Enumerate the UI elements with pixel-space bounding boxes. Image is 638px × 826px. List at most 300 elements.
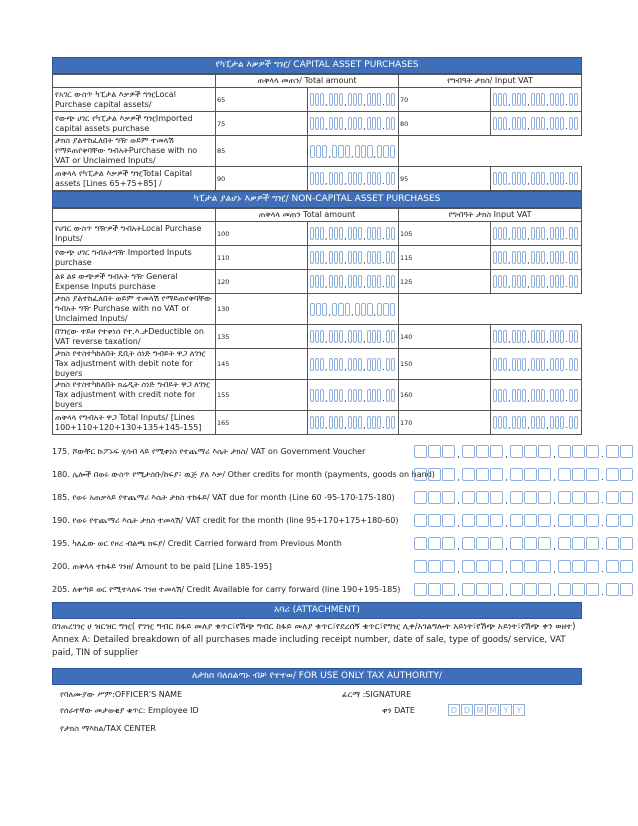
digit-box[interactable] — [555, 389, 559, 402]
digit-box[interactable] — [522, 117, 526, 130]
digit-box[interactable] — [531, 251, 535, 264]
digit-box[interactable] — [522, 227, 526, 240]
digit-box[interactable] — [517, 416, 521, 429]
digit-box[interactable] — [338, 303, 343, 316]
digit-box[interactable] — [493, 117, 497, 130]
digit-box[interactable] — [315, 389, 319, 402]
date-digit-box[interactable]: Y — [500, 704, 512, 716]
amount-digit-boxes[interactable] — [310, 171, 397, 186]
digit-box[interactable] — [620, 583, 633, 596]
digit-box[interactable] — [428, 583, 441, 596]
digit-box[interactable] — [353, 117, 357, 130]
digit-box[interactable] — [574, 227, 578, 240]
digit-box[interactable] — [367, 389, 371, 402]
digit-box[interactable] — [414, 468, 427, 481]
digit-box[interactable] — [329, 358, 333, 371]
digit-box[interactable] — [490, 491, 503, 504]
digit-box[interactable] — [339, 389, 343, 402]
digit-box[interactable] — [536, 117, 540, 130]
digit-box[interactable] — [414, 445, 427, 458]
digit-box[interactable] — [358, 275, 362, 288]
digit-box[interactable] — [541, 93, 545, 106]
digit-box[interactable] — [329, 251, 333, 264]
digit-box[interactable] — [531, 330, 535, 343]
digit-box[interactable] — [572, 537, 585, 550]
digit-box[interactable] — [442, 445, 455, 458]
digit-box[interactable] — [315, 275, 319, 288]
digit-box[interactable] — [503, 227, 507, 240]
digit-box[interactable] — [367, 145, 372, 158]
digit-box[interactable] — [339, 416, 343, 429]
digit-box[interactable] — [348, 358, 352, 371]
digit-box[interactable] — [490, 445, 503, 458]
digit-box[interactable] — [377, 172, 381, 185]
digit-box[interactable] — [522, 330, 526, 343]
digit-box[interactable] — [391, 330, 395, 343]
digit-box[interactable] — [569, 227, 573, 240]
digit-box[interactable] — [334, 358, 338, 371]
digit-box[interactable] — [329, 389, 333, 402]
digit-box[interactable] — [510, 537, 523, 550]
digit-box[interactable] — [498, 227, 502, 240]
digit-box[interactable] — [462, 583, 475, 596]
digit-box[interactable] — [490, 514, 503, 527]
digit-box[interactable] — [322, 303, 327, 316]
digit-box[interactable] — [569, 330, 573, 343]
date-digit-box[interactable]: Y — [513, 704, 525, 716]
digit-box[interactable] — [586, 537, 599, 550]
digit-box[interactable] — [377, 227, 381, 240]
digit-box[interactable] — [320, 358, 324, 371]
digit-box[interactable] — [322, 145, 327, 158]
digit-box[interactable] — [348, 227, 352, 240]
amount-digit-boxes[interactable] — [414, 444, 634, 459]
digit-box[interactable] — [476, 468, 489, 481]
amount-digit-boxes[interactable] — [493, 226, 580, 241]
digit-box[interactable] — [541, 389, 545, 402]
digit-box[interactable] — [367, 227, 371, 240]
digit-box[interactable] — [334, 172, 338, 185]
digit-box[interactable] — [517, 93, 521, 106]
digit-box[interactable] — [569, 275, 573, 288]
digit-box[interactable] — [315, 330, 319, 343]
digit-box[interactable] — [560, 275, 564, 288]
digit-box[interactable] — [510, 491, 523, 504]
digit-box[interactable] — [503, 389, 507, 402]
digit-box[interactable] — [442, 468, 455, 481]
digit-box[interactable] — [339, 330, 343, 343]
digit-box[interactable] — [355, 145, 360, 158]
digit-box[interactable] — [476, 537, 489, 550]
amount-digit-boxes[interactable] — [414, 513, 634, 528]
digit-box[interactable] — [517, 117, 521, 130]
digit-box[interactable] — [372, 416, 376, 429]
digit-box[interactable] — [334, 330, 338, 343]
digit-box[interactable] — [334, 117, 338, 130]
digit-box[interactable] — [569, 117, 573, 130]
digit-box[interactable] — [558, 537, 571, 550]
digit-box[interactable] — [315, 227, 319, 240]
digit-box[interactable] — [541, 358, 545, 371]
digit-box[interactable] — [517, 275, 521, 288]
digit-box[interactable] — [348, 416, 352, 429]
digit-box[interactable] — [550, 275, 554, 288]
digit-box[interactable] — [517, 358, 521, 371]
digit-box[interactable] — [522, 93, 526, 106]
digit-box[interactable] — [386, 358, 390, 371]
digit-box[interactable] — [555, 358, 559, 371]
digit-box[interactable] — [606, 514, 619, 527]
digit-box[interactable] — [503, 93, 507, 106]
digit-box[interactable] — [353, 416, 357, 429]
digit-box[interactable] — [414, 491, 427, 504]
digit-box[interactable] — [541, 330, 545, 343]
digit-box[interactable] — [320, 416, 324, 429]
digit-box[interactable] — [550, 93, 554, 106]
digit-box[interactable] — [620, 445, 633, 458]
digit-box[interactable] — [550, 416, 554, 429]
digit-box[interactable] — [428, 560, 441, 573]
digit-box[interactable] — [522, 275, 526, 288]
digit-box[interactable] — [606, 468, 619, 481]
digit-box[interactable] — [541, 416, 545, 429]
amount-digit-boxes[interactable] — [493, 92, 580, 107]
digit-box[interactable] — [367, 93, 371, 106]
digit-box[interactable] — [442, 560, 455, 573]
digit-box[interactable] — [555, 330, 559, 343]
digit-box[interactable] — [414, 583, 427, 596]
digit-box[interactable] — [503, 416, 507, 429]
digit-box[interactable] — [550, 117, 554, 130]
digit-box[interactable] — [555, 416, 559, 429]
digit-box[interactable] — [367, 172, 371, 185]
digit-box[interactable] — [310, 227, 314, 240]
digit-box[interactable] — [310, 303, 315, 316]
digit-box[interactable] — [531, 358, 535, 371]
digit-box[interactable] — [462, 468, 475, 481]
digit-box[interactable] — [310, 330, 314, 343]
digit-box[interactable] — [339, 275, 343, 288]
digit-box[interactable] — [531, 117, 535, 130]
digit-box[interactable] — [353, 93, 357, 106]
digit-box[interactable] — [536, 416, 540, 429]
digit-box[interactable] — [414, 514, 427, 527]
digit-box[interactable] — [320, 389, 324, 402]
digit-box[interactable] — [620, 560, 633, 573]
digit-box[interactable] — [391, 93, 395, 106]
digit-box[interactable] — [541, 251, 545, 264]
digit-box[interactable] — [358, 93, 362, 106]
digit-box[interactable] — [569, 389, 573, 402]
digit-box[interactable] — [377, 303, 382, 316]
digit-box[interactable] — [574, 251, 578, 264]
digit-box[interactable] — [329, 117, 333, 130]
amount-digit-boxes[interactable] — [493, 415, 580, 430]
digit-box[interactable] — [348, 275, 352, 288]
digit-box[interactable] — [372, 251, 376, 264]
digit-box[interactable] — [538, 445, 551, 458]
digit-box[interactable] — [386, 416, 390, 429]
digit-box[interactable] — [348, 330, 352, 343]
digit-box[interactable] — [574, 389, 578, 402]
digit-box[interactable] — [558, 491, 571, 504]
digit-box[interactable] — [510, 445, 523, 458]
digit-box[interactable] — [498, 172, 502, 185]
digit-box[interactable] — [358, 117, 362, 130]
digit-box[interactable] — [522, 389, 526, 402]
digit-box[interactable] — [329, 227, 333, 240]
digit-box[interactable] — [558, 468, 571, 481]
amount-digit-boxes[interactable] — [310, 250, 397, 265]
digit-box[interactable] — [320, 93, 324, 106]
amount-digit-boxes[interactable] — [310, 302, 397, 317]
digit-box[interactable] — [524, 514, 537, 527]
digit-box[interactable] — [569, 416, 573, 429]
digit-box[interactable] — [550, 389, 554, 402]
digit-box[interactable] — [320, 117, 324, 130]
digit-box[interactable] — [310, 172, 314, 185]
digit-box[interactable] — [555, 93, 559, 106]
digit-box[interactable] — [560, 416, 564, 429]
amount-digit-boxes[interactable] — [414, 582, 634, 597]
digit-box[interactable] — [493, 416, 497, 429]
digit-box[interactable] — [538, 468, 551, 481]
digit-box[interactable] — [476, 514, 489, 527]
digit-box[interactable] — [503, 330, 507, 343]
digit-box[interactable] — [358, 227, 362, 240]
amount-digit-boxes[interactable] — [493, 250, 580, 265]
digit-box[interactable] — [353, 227, 357, 240]
digit-box[interactable] — [512, 389, 516, 402]
digit-box[interactable] — [391, 227, 395, 240]
digit-box[interactable] — [493, 358, 497, 371]
digit-box[interactable] — [372, 358, 376, 371]
digit-box[interactable] — [569, 358, 573, 371]
digit-box[interactable] — [512, 172, 516, 185]
digit-box[interactable] — [503, 275, 507, 288]
amount-digit-boxes[interactable] — [414, 490, 634, 505]
digit-box[interactable] — [353, 275, 357, 288]
digit-box[interactable] — [442, 491, 455, 504]
digit-box[interactable] — [462, 537, 475, 550]
digit-box[interactable] — [555, 227, 559, 240]
digit-box[interactable] — [531, 227, 535, 240]
digit-box[interactable] — [606, 583, 619, 596]
amount-digit-boxes[interactable] — [493, 329, 580, 344]
digit-box[interactable] — [620, 514, 633, 527]
digit-box[interactable] — [329, 416, 333, 429]
digit-box[interactable] — [550, 251, 554, 264]
digit-box[interactable] — [372, 389, 376, 402]
digit-box[interactable] — [524, 445, 537, 458]
digit-box[interactable] — [512, 251, 516, 264]
digit-box[interactable] — [555, 251, 559, 264]
digit-box[interactable] — [334, 93, 338, 106]
digit-box[interactable] — [498, 389, 502, 402]
digit-box[interactable] — [315, 251, 319, 264]
digit-box[interactable] — [462, 560, 475, 573]
digit-box[interactable] — [358, 389, 362, 402]
digit-box[interactable] — [339, 358, 343, 371]
digit-box[interactable] — [383, 303, 388, 316]
digit-box[interactable] — [572, 491, 585, 504]
digit-box[interactable] — [372, 330, 376, 343]
digit-box[interactable] — [377, 251, 381, 264]
digit-box[interactable] — [531, 172, 535, 185]
digit-box[interactable] — [476, 583, 489, 596]
digit-box[interactable] — [353, 358, 357, 371]
digit-box[interactable] — [538, 583, 551, 596]
digit-box[interactable] — [320, 172, 324, 185]
digit-box[interactable] — [512, 93, 516, 106]
digit-box[interactable] — [442, 583, 455, 596]
digit-box[interactable] — [377, 389, 381, 402]
digit-box[interactable] — [550, 172, 554, 185]
digit-box[interactable] — [522, 358, 526, 371]
digit-box[interactable] — [555, 275, 559, 288]
digit-box[interactable] — [498, 117, 502, 130]
digit-box[interactable] — [510, 514, 523, 527]
digit-box[interactable] — [320, 227, 324, 240]
digit-box[interactable] — [428, 537, 441, 550]
digit-box[interactable] — [574, 93, 578, 106]
digit-box[interactable] — [569, 93, 573, 106]
date-digit-box[interactable]: D — [461, 704, 473, 716]
digit-box[interactable] — [391, 389, 395, 402]
digit-box[interactable] — [386, 227, 390, 240]
digit-box[interactable] — [558, 560, 571, 573]
amount-digit-boxes[interactable] — [310, 144, 397, 159]
digit-box[interactable] — [372, 275, 376, 288]
digit-box[interactable] — [428, 491, 441, 504]
digit-box[interactable] — [574, 117, 578, 130]
amount-digit-boxes[interactable] — [414, 467, 634, 482]
digit-box[interactable] — [358, 330, 362, 343]
digit-box[interactable] — [606, 537, 619, 550]
digit-box[interactable] — [361, 303, 366, 316]
digit-box[interactable] — [538, 491, 551, 504]
digit-box[interactable] — [510, 468, 523, 481]
digit-box[interactable] — [353, 389, 357, 402]
digit-box[interactable] — [334, 251, 338, 264]
digit-box[interactable] — [503, 251, 507, 264]
digit-box[interactable] — [390, 303, 395, 316]
digit-box[interactable] — [383, 145, 388, 158]
amount-digit-boxes[interactable] — [493, 274, 580, 289]
digit-box[interactable] — [320, 330, 324, 343]
digit-box[interactable] — [386, 117, 390, 130]
amount-digit-boxes[interactable] — [310, 329, 397, 344]
digit-box[interactable] — [572, 468, 585, 481]
digit-box[interactable] — [372, 227, 376, 240]
digit-box[interactable] — [462, 445, 475, 458]
digit-box[interactable] — [560, 358, 564, 371]
digit-box[interactable] — [531, 416, 535, 429]
digit-box[interactable] — [386, 172, 390, 185]
digit-box[interactable] — [498, 251, 502, 264]
digit-box[interactable] — [555, 117, 559, 130]
digit-box[interactable] — [517, 227, 521, 240]
digit-box[interactable] — [522, 416, 526, 429]
amount-digit-boxes[interactable] — [310, 116, 397, 131]
digit-box[interactable] — [517, 172, 521, 185]
digit-box[interactable] — [315, 93, 319, 106]
digit-box[interactable] — [606, 445, 619, 458]
amount-digit-boxes[interactable] — [493, 388, 580, 403]
digit-box[interactable] — [586, 445, 599, 458]
digit-box[interactable] — [310, 251, 314, 264]
digit-box[interactable] — [586, 560, 599, 573]
digit-box[interactable] — [310, 389, 314, 402]
digit-box[interactable] — [490, 537, 503, 550]
digit-box[interactable] — [524, 537, 537, 550]
amount-digit-boxes[interactable] — [414, 536, 634, 551]
digit-box[interactable] — [490, 468, 503, 481]
digit-box[interactable] — [538, 537, 551, 550]
digit-box[interactable] — [332, 145, 337, 158]
digit-box[interactable] — [574, 330, 578, 343]
digit-box[interactable] — [550, 358, 554, 371]
digit-box[interactable] — [339, 93, 343, 106]
amount-digit-boxes[interactable] — [493, 357, 580, 372]
digit-box[interactable] — [586, 514, 599, 527]
digit-box[interactable] — [586, 468, 599, 481]
digit-box[interactable] — [315, 416, 319, 429]
digit-box[interactable] — [541, 117, 545, 130]
digit-box[interactable] — [391, 416, 395, 429]
date-digit-box[interactable]: M — [474, 704, 486, 716]
digit-box[interactable] — [329, 172, 333, 185]
digit-box[interactable] — [558, 583, 571, 596]
digit-box[interactable] — [428, 445, 441, 458]
digit-box[interactable] — [620, 537, 633, 550]
digit-box[interactable] — [572, 514, 585, 527]
digit-box[interactable] — [498, 275, 502, 288]
digit-box[interactable] — [493, 227, 497, 240]
digit-box[interactable] — [493, 93, 497, 106]
amount-digit-boxes[interactable] — [493, 171, 580, 186]
amount-digit-boxes[interactable] — [493, 116, 580, 131]
digit-box[interactable] — [503, 117, 507, 130]
digit-box[interactable] — [367, 303, 372, 316]
digit-box[interactable] — [377, 275, 381, 288]
digit-box[interactable] — [606, 560, 619, 573]
digit-box[interactable] — [386, 389, 390, 402]
digit-box[interactable] — [569, 251, 573, 264]
digit-box[interactable] — [560, 117, 564, 130]
digit-box[interactable] — [574, 172, 578, 185]
digit-box[interactable] — [536, 93, 540, 106]
date-digit-box[interactable]: M — [487, 704, 499, 716]
digit-box[interactable] — [310, 275, 314, 288]
digit-box[interactable] — [620, 491, 633, 504]
digit-box[interactable] — [574, 275, 578, 288]
digit-box[interactable] — [353, 172, 357, 185]
amount-digit-boxes[interactable] — [310, 92, 397, 107]
digit-box[interactable] — [572, 583, 585, 596]
digit-box[interactable] — [355, 303, 360, 316]
digit-box[interactable] — [310, 93, 314, 106]
digit-box[interactable] — [339, 251, 343, 264]
digit-box[interactable] — [493, 389, 497, 402]
digit-box[interactable] — [377, 93, 381, 106]
amount-digit-boxes[interactable] — [310, 388, 397, 403]
digit-box[interactable] — [606, 491, 619, 504]
digit-box[interactable] — [512, 117, 516, 130]
digit-box[interactable] — [367, 117, 371, 130]
digit-box[interactable] — [462, 514, 475, 527]
digit-box[interactable] — [442, 514, 455, 527]
